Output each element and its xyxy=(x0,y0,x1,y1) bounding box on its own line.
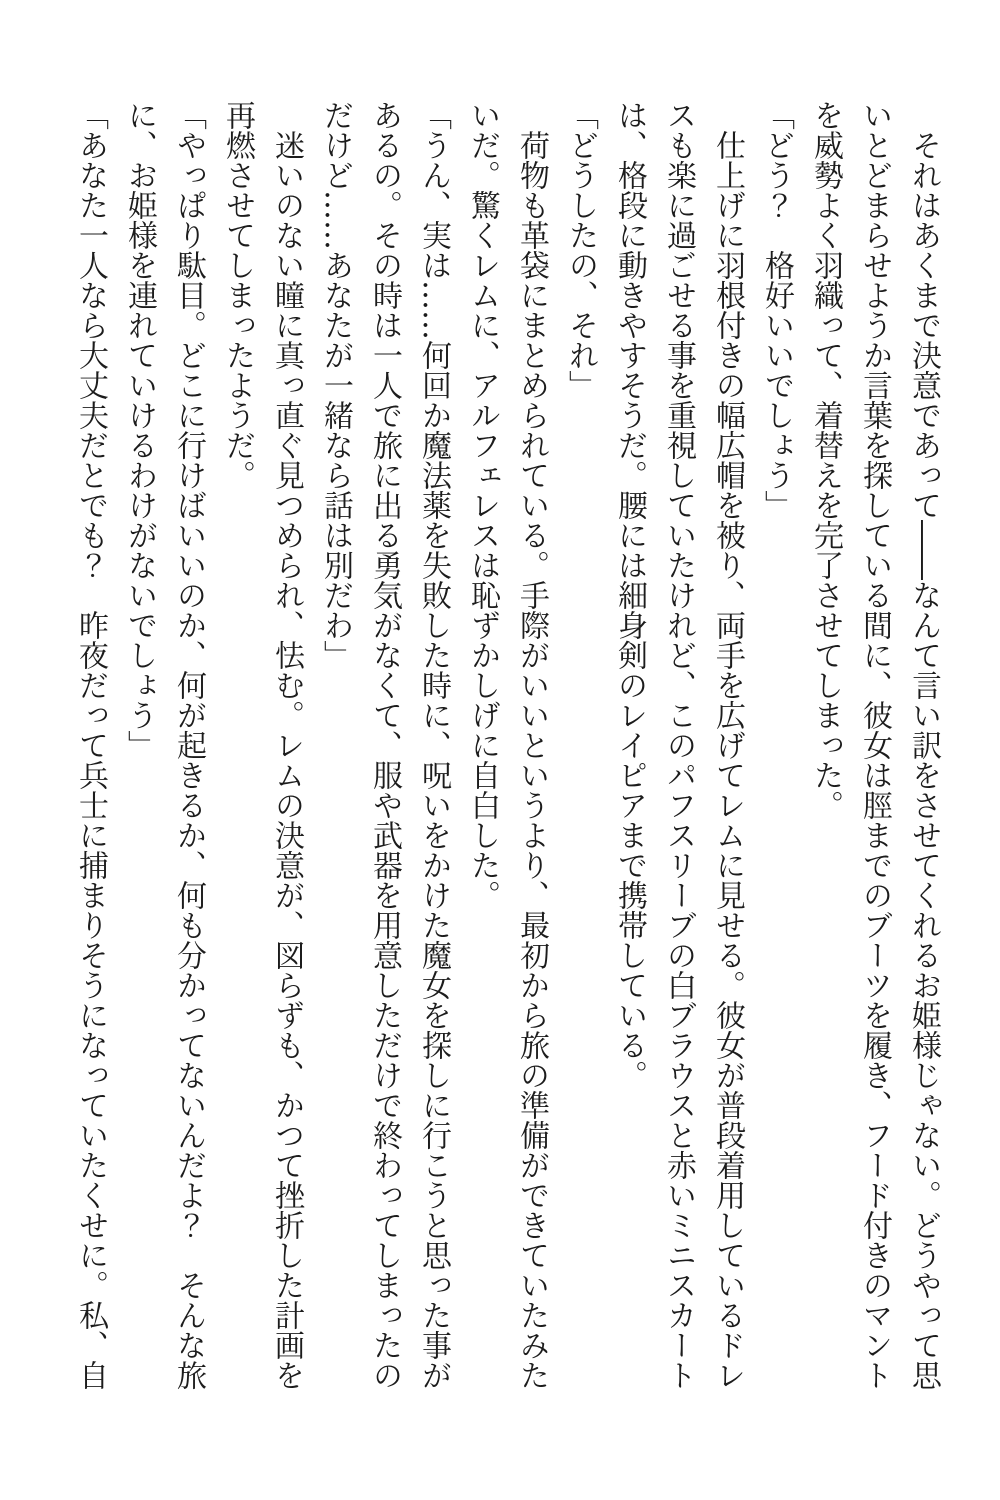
text-line: それはあくまで決意であって――なんて言い訳をさせてくれるお姫様じゃない。どうやって思 xyxy=(906,100,941,1390)
text-line: 迷いのない瞳に真っ直ぐ見つめられ、怯む。レムの決意が、図らずも、かつて挫折した計画を xyxy=(269,100,304,1390)
text-line: だけど……あなたが一緒なら話は別だわ」 xyxy=(318,100,353,670)
text-line: 「うん、実は……何回か魔法薬を失敗した時に、呪いをかけた魔女を探しに行こうと思った事が xyxy=(416,100,451,1390)
text-line: いとどまらせようか言葉を探している間に、彼女は脛までのブーツを履き、フード付きのマント xyxy=(857,100,892,1390)
text-line: 「やっぱり駄目。どこに行けばいいのか、何が起きるか、何も分かってないんだよ？ そんな旅 xyxy=(171,100,206,1390)
text-line: 「あなた一人なら大丈夫だとでも？ 昨夜だって兵士に捕まりそうになっていたくせに。私、自 xyxy=(73,100,108,1390)
text-line: あるの。その時は一人で旅に出る勇気がなくて、服や武器を用意しただけで終わってしまったの xyxy=(367,100,402,1390)
text-line: は、格段に動きやすそうだ。腰には細身剣のレイピアまで携帯している。 xyxy=(612,100,647,1090)
text-line: に、お姫様を連れていけるわけがないでしょう」 xyxy=(122,100,157,760)
text-line: 「どう？ 格好いいでしょう」 xyxy=(759,100,794,520)
text-line: を威勢よく羽織って、着替えを完了させてしまった。 xyxy=(808,100,843,820)
text-line: スも楽に過ごせる事を重視していたけれど、このパフスリーブの白ブラウスと赤いミニスカート xyxy=(661,100,696,1390)
text-line: 荷物も革袋にまとめられている。手際がいいというより、最初から旅の準備ができていたみた xyxy=(514,100,549,1390)
text-line: 「どうしたの、それ」 xyxy=(563,100,598,400)
text-line: 仕上げに羽根付きの幅広帽を被り、両手を広げてレムに見せる。彼女が普段着用しているドレ xyxy=(710,100,745,1390)
text-line: いだ。驚くレムに、アルフェレスは恥ずかしげに自白した。 xyxy=(465,100,500,910)
vertical-text-block xyxy=(66,100,948,1390)
text-line: 再燃させてしまったようだ。 xyxy=(220,100,255,490)
